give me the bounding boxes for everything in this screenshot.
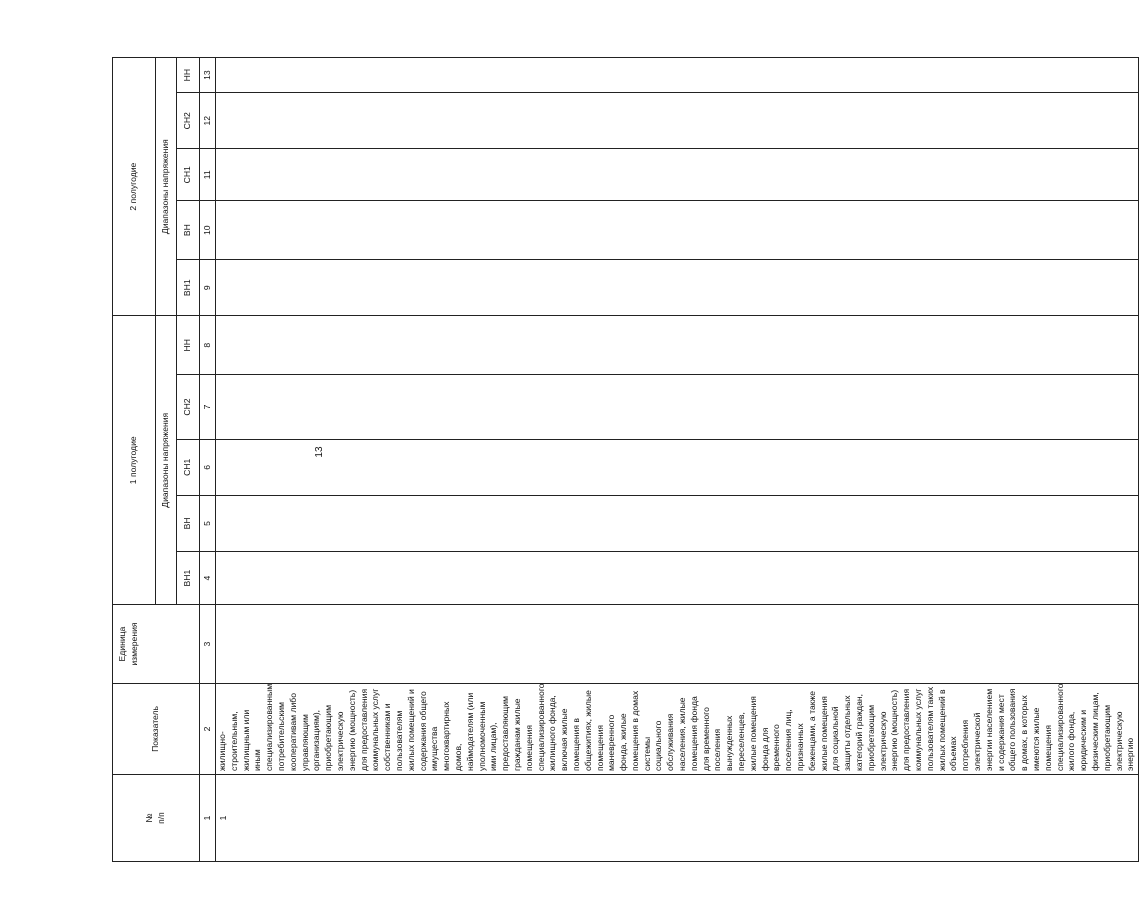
row-num: 1 xyxy=(216,775,1139,862)
column-number: 2 xyxy=(200,683,216,774)
header-voltage-ranges-2: Диапазоны напряжения xyxy=(156,58,177,316)
voltage-level: ВН1 xyxy=(177,260,200,316)
column-number: 9 xyxy=(200,260,216,316)
row-value xyxy=(216,551,1139,604)
row-unit xyxy=(216,605,1139,684)
row-indicator: жилищно-строительным, жилищным или иным специализированным потребительским кооперативам либо управляющим организациям), приобретающим электрическую энергию (мощность) для предоставления коммунальных услуг собственникам и пользователям жилых помещений и содержания общего имущества многоквартирных домов, наймодателям (или уполномоченным ими лицам), предоставляющим гражданам жилые помещения специализированного жилищного фонда, включая жилые помещения в общежитиях, жилые помещения маневренного фонда, жилые помещения в домах системы социального обслуживания населения, жилые помещения фонда для временного поселения вынужденных переселенцев, жилые помещения фонда для временного поселения лиц, признанных беженцами, а также жилые помещения для социальной защиты отдельных категорий граждан, приобретающим электрическую энергию (мощность) для предоставления коммунальных услуг пользователям таких жилых помещений в объемах потребления электрической энергии населением и содержания мест общего пользования в домах, в которых имеются жилые помещения специализированного жилого фонда, юридическим и физическим лицам, приобретающим электрическую энергию xyxy=(216,683,1139,774)
row-value xyxy=(216,495,1139,551)
voltage-level: ВН xyxy=(177,201,200,260)
column-number: 5 xyxy=(200,495,216,551)
page-number: 13 xyxy=(314,446,325,458)
row-value xyxy=(216,58,1139,93)
column-number: 12 xyxy=(200,93,216,149)
table-row xyxy=(216,58,1139,862)
column-number: 3 xyxy=(200,605,216,684)
column-number: 7 xyxy=(200,375,216,440)
header-half-2: 2 полугодие xyxy=(113,58,156,316)
row-value xyxy=(216,149,1139,201)
column-number: 8 xyxy=(200,316,216,375)
header-row-1 xyxy=(113,58,156,862)
column-number: 13 xyxy=(200,58,216,93)
voltage-level: НН xyxy=(177,58,200,93)
voltage-level: СН1 xyxy=(177,149,200,201)
header-voltage-ranges-1: Диапазоны напряжения xyxy=(156,316,177,605)
voltage-level: СН2 xyxy=(177,93,200,149)
column-number: 1 xyxy=(200,775,216,862)
header-num: № п/п xyxy=(113,775,200,862)
row-value xyxy=(216,260,1139,316)
voltage-level: СН2 xyxy=(177,375,200,440)
row-value xyxy=(216,93,1139,149)
voltage-level: ВН xyxy=(177,495,200,551)
voltage-level: ВН1 xyxy=(177,551,200,604)
header-half-1: 1 полугодие xyxy=(113,316,156,605)
column-number: 10 xyxy=(200,201,216,260)
row-value xyxy=(216,316,1139,375)
voltage-level: СН1 xyxy=(177,439,200,495)
row-value xyxy=(216,375,1139,440)
tariff-table xyxy=(112,57,1139,862)
header-unit: Единица измерения xyxy=(113,605,200,684)
column-number: 11 xyxy=(200,149,216,201)
row-value xyxy=(216,439,1139,495)
header-indicator: Показатель xyxy=(113,683,200,774)
column-number: 6 xyxy=(200,439,216,495)
column-number-row xyxy=(200,58,216,862)
row-value xyxy=(216,201,1139,260)
voltage-level: НН xyxy=(177,316,200,375)
column-number: 4 xyxy=(200,551,216,604)
